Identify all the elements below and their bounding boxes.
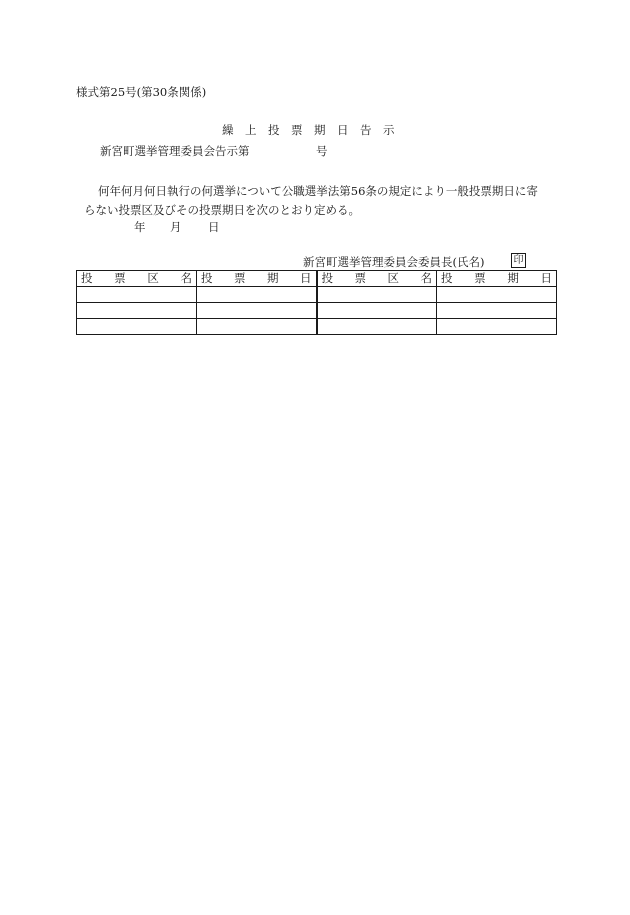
date-year: 年 xyxy=(134,220,146,234)
table-cell xyxy=(317,303,437,319)
header-char: 区 xyxy=(147,271,159,285)
header-voting-date-2 xyxy=(437,271,557,287)
header-char: 票 xyxy=(234,271,246,285)
header-char: 名 xyxy=(420,271,432,285)
table-row xyxy=(77,319,557,335)
table-cell xyxy=(437,287,557,303)
table-row xyxy=(77,303,557,319)
table-cell xyxy=(317,319,437,335)
notice-number-prefix: 新宮町選挙管理委員会告示第 xyxy=(100,144,250,158)
form-number: 様式第25号(第30条関係) xyxy=(76,85,207,99)
header-char: 名 xyxy=(180,271,192,285)
date-month: 月 xyxy=(170,220,182,234)
header-char: 投 xyxy=(321,271,333,285)
header-char: 期 xyxy=(507,271,519,285)
table-header-row xyxy=(77,271,557,287)
header-char: 期 xyxy=(267,271,279,285)
signer-name: 新宮町選挙管理委員会委員長(氏名) xyxy=(303,255,485,269)
polling-schedule-table xyxy=(76,270,557,335)
header-char: 投 xyxy=(201,271,213,285)
table-cell xyxy=(437,319,557,335)
table-cell xyxy=(197,303,317,319)
date-line xyxy=(134,219,220,235)
table-cell xyxy=(317,287,437,303)
header-district-name-2 xyxy=(317,271,437,287)
table-cell xyxy=(77,287,197,303)
header-char: 日 xyxy=(300,271,312,285)
seal-stamp: 印 xyxy=(511,253,526,268)
header-char: 票 xyxy=(354,271,366,285)
table-cell xyxy=(197,287,317,303)
table-row xyxy=(77,287,557,303)
table-cell xyxy=(437,303,557,319)
header-char: 投 xyxy=(81,271,93,285)
notice-number-suffix: 号 xyxy=(316,144,328,158)
table-cell xyxy=(77,319,197,335)
table-cell xyxy=(197,319,317,335)
notice-body-line-2: らない投票区及びその投票期日を次のとおり定める。 xyxy=(84,203,360,217)
header-char: 日 xyxy=(540,271,552,285)
header-char: 投 xyxy=(441,271,453,285)
date-day: 日 xyxy=(208,220,220,234)
document-title: 繰上投票期日告示 xyxy=(222,123,406,137)
header-voting-date-1 xyxy=(197,271,317,287)
header-char: 区 xyxy=(387,271,399,285)
header-char: 票 xyxy=(114,271,126,285)
header-district-name-1 xyxy=(77,271,197,287)
table-cell xyxy=(77,303,197,319)
header-char: 票 xyxy=(474,271,486,285)
notice-body xyxy=(84,182,560,220)
notice-body-line-1: 何年何月何日執行の何選挙について公職選挙法第56条の規定により一般投票期日に寄 xyxy=(98,184,538,198)
